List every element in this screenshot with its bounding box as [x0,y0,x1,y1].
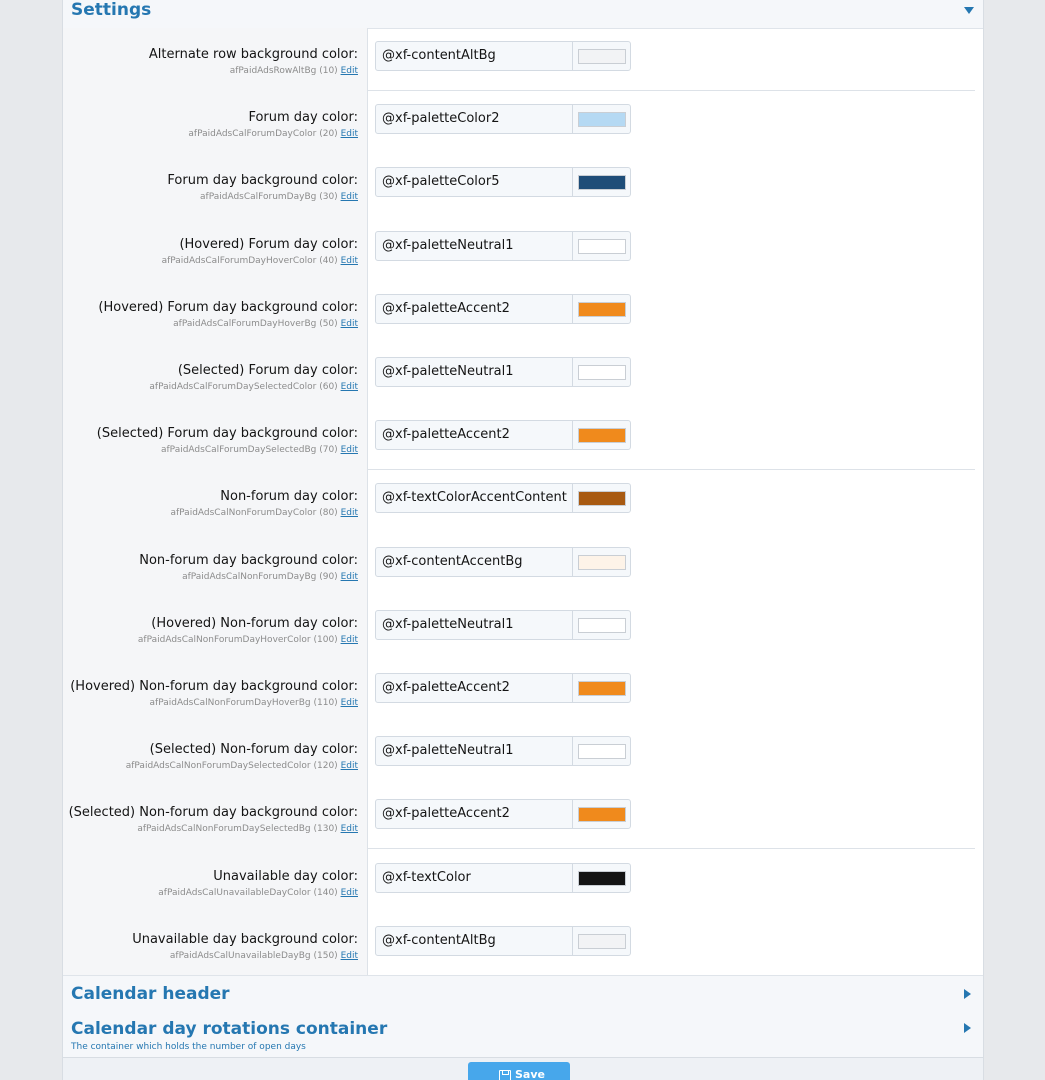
edit-link[interactable]: Edit [340,255,358,266]
color-swatch [578,681,626,696]
setting-key [149,382,358,392]
form-footer [63,1057,983,1080]
chevron-right-icon[interactable] [964,1023,971,1033]
color-value-field[interactable] [375,799,631,829]
setting-key [170,508,358,518]
edit-link[interactable]: Edit [340,66,358,76]
setting-key [188,129,358,139]
group-separator [367,469,975,470]
color-value-field[interactable] [375,104,631,134]
setting-row [63,913,983,976]
color-value-field[interactable] [375,294,631,324]
setting-label: Non-forum day background color: [139,552,358,568]
setting-row [63,91,983,154]
setting-key-name: afPaidAdsCalNonForumDayHoverBg (110) [149,698,338,708]
setting-key [182,572,358,582]
chevron-right-icon[interactable] [964,989,971,999]
setting-row [63,28,983,91]
setting-row [63,218,983,281]
color-swatch [578,807,626,822]
color-value-text: @xf-contentAltBg [382,48,496,63]
setting-key [162,256,358,266]
setting-label: Forum day background color: [167,173,358,189]
edit-link[interactable]: Edit [340,318,358,329]
setting-label: (Selected) Non-forum day color: [149,742,358,758]
color-picker-box[interactable] [572,105,631,133]
color-value-field[interactable] [375,736,631,766]
setting-key [230,66,358,76]
setting-key [150,698,358,708]
color-value-field[interactable] [375,167,631,197]
setting-key [173,319,358,329]
save-button-label: Save [515,1068,545,1080]
color-value-field[interactable] [375,610,631,640]
setting-label: Alternate row background color: [148,47,358,62]
edit-link[interactable]: Edit [340,445,358,456]
color-swatch [578,112,626,127]
color-value-text: @xf-paletteNeutral1 [382,616,514,632]
chevron-down-icon[interactable] [964,7,974,14]
color-value-field[interactable] [375,673,631,703]
edit-link[interactable]: Edit [340,887,358,898]
color-picker-box[interactable] [572,864,631,892]
setting-label: Unavailable day background color: [132,931,358,947]
setting-key-name: afPaidAdsRowAltBg (10) [229,66,338,76]
setting-label: (Hovered) Forum day background color: [98,299,358,315]
color-swatch [578,744,626,759]
setting-row [63,723,983,786]
rotations-container-description: The container which holds the number of open days [71,1042,306,1052]
setting-row [63,534,983,597]
color-value-text: @xf-paletteColor5 [382,174,500,190]
setting-row [63,786,983,849]
setting-key-name: afPaidAdsCalNonForumDayBg (90) [182,571,338,582]
color-value-text: @xf-paletteAccent2 [382,300,510,316]
setting-key-name: afPaidAdsCalForumDayBg (30) [200,192,338,203]
edit-link[interactable]: Edit [340,950,358,961]
edit-link[interactable]: Edit [340,192,358,203]
color-swatch [578,491,626,506]
setting-key [138,635,358,645]
color-value-field[interactable] [375,231,631,261]
edit-link[interactable]: Edit [340,698,358,708]
setting-key [200,192,358,202]
color-swatch [578,302,626,317]
edit-link[interactable]: Edit [340,761,358,772]
color-value-text: @xf-paletteNeutral1 [382,743,514,759]
setting-row [63,660,983,723]
setting-label: (Selected) Forum day background color: [96,426,358,442]
setting-row [63,597,983,660]
edit-link[interactable]: Edit [340,129,358,140]
color-swatch [578,934,626,949]
color-value-field[interactable] [375,357,631,387]
color-value-text: @xf-paletteAccent2 [382,806,510,822]
setting-row [63,407,983,470]
color-value-field[interactable] [375,926,631,956]
color-swatch [578,239,626,254]
setting-key-name: afPaidAdsCalNonForumDayColor (80) [170,508,338,519]
color-picker-box[interactable] [572,800,631,828]
color-value-text: @xf-paletteNeutral1 [382,237,514,253]
color-picker-box[interactable] [572,358,631,386]
color-picker-box[interactable] [572,737,631,765]
setting-row [63,154,983,217]
color-value-text: @xf-paletteNeutral1 [382,364,514,379]
setting-key-name: afPaidAdsCalForumDaySelectedBg (70) [161,445,338,456]
setting-key-name: afPaidAdsCalNonForumDaySelectedBg (130) [137,824,338,835]
color-swatch [578,871,626,886]
color-picker-box[interactable] [572,295,631,323]
rotations-container-section[interactable] [63,1011,983,1058]
calendar-header-title: Calendar header [71,984,230,1004]
settings-section-header[interactable] [63,0,983,29]
color-value-text: @xf-textColorAccentContent [382,490,567,506]
edit-link[interactable]: Edit [340,508,358,519]
setting-label: (Hovered) Non-forum day color: [151,615,358,631]
setting-key [158,888,358,898]
setting-key [161,445,358,455]
settings-section-title: Settings [71,0,152,20]
color-value-field[interactable] [375,863,631,893]
setting-label: (Selected) Non-forum day background color: [68,805,358,821]
group-separator [367,90,975,91]
color-value-text: @xf-contentAccentBg [382,553,523,569]
save-button[interactable] [468,1062,570,1080]
setting-label: (Hovered) Forum day color: [179,236,358,252]
setting-key [137,824,358,834]
setting-key-name: afPaidAdsCalForumDayColor (20) [188,129,338,140]
setting-row [63,344,983,407]
color-picker-box[interactable] [572,674,631,702]
color-value-field[interactable] [375,41,631,71]
calendar-header-section[interactable] [63,975,983,1013]
color-picker-box[interactable] [572,484,631,512]
color-swatch [578,365,626,380]
color-picker-box[interactable] [572,548,631,576]
color-value-text: @xf-textColor [382,869,471,885]
setting-row [63,470,983,533]
setting-key-name: afPaidAdsCalUnavailableDayBg (150) [169,950,338,961]
color-swatch [578,618,626,633]
color-picker-box[interactable] [572,421,631,449]
setting-row [63,850,983,913]
color-swatch [578,175,626,190]
setting-key-name: afPaidAdsCalForumDayHoverColor (40) [161,255,338,266]
setting-key-name: afPaidAdsCalNonForumDayHoverColor (100) [137,634,338,645]
color-value-field[interactable] [375,420,631,450]
color-value-field[interactable] [375,483,631,513]
edit-link[interactable]: Edit [340,824,358,835]
color-swatch [578,555,626,570]
color-picker-box[interactable] [572,232,631,260]
color-value-text: @xf-paletteAccent2 [382,427,510,443]
group-separator [367,848,975,849]
floppy-disk-icon [499,1070,511,1080]
setting-key [126,761,358,771]
setting-label: Unavailable day color: [213,868,358,884]
edit-link[interactable]: Edit [340,571,358,582]
edit-link[interactable]: Edit [340,634,358,645]
setting-row [63,281,983,344]
setting-label: Non-forum day color: [220,489,358,505]
color-value-text: @xf-paletteAccent2 [382,680,510,695]
setting-label: (Hovered) Non-forum day background color: [70,679,358,694]
color-picker-box[interactable] [572,927,631,955]
style-properties-panel [62,0,984,1080]
edit-link[interactable]: Edit [340,382,358,392]
color-picker-box[interactable] [572,42,631,70]
color-picker-box[interactable] [572,611,631,639]
setting-key-name: afPaidAdsCalForumDaySelectedColor (60) [149,382,338,392]
rotations-container-title: Calendar day rotations container [71,1019,388,1039]
setting-key-name: afPaidAdsCalNonForumDaySelectedColor (120) [125,761,338,772]
color-value-text: @xf-paletteColor2 [382,111,500,127]
color-swatch [578,428,626,443]
color-value-field[interactable] [375,547,631,577]
setting-key-name: afPaidAdsCalForumDayHoverBg (50) [173,318,338,329]
color-value-text: @xf-contentAltBg [382,932,496,948]
color-swatch [578,49,626,64]
color-picker-box[interactable] [572,168,631,196]
setting-key [170,951,358,961]
setting-label: (Selected) Forum day color: [177,363,358,378]
setting-label: Forum day color: [248,110,358,126]
setting-key-name: afPaidAdsCalUnavailableDayColor (140) [158,887,338,898]
